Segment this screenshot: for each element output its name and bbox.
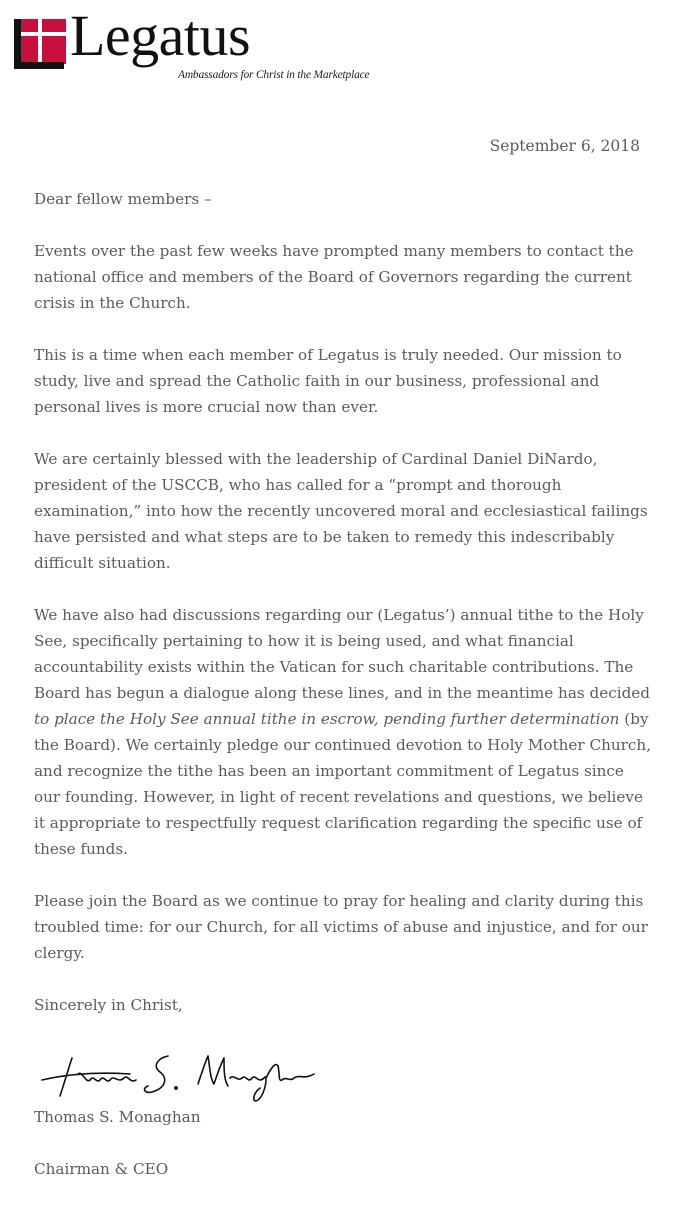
paragraph-5: Please join the Board as we continue to pray for healing and clarity during this troubled time: for our Church, for all victims of abuse and injustice, and for our clergy. (34, 892, 648, 962)
paragraph-4-start: We have also had discussions regarding our (Legatus’) annual tithe to the Holy See, specifically pertaining to how it is being used, and what financial accountability exists within the Vatican for such charitable contributions. The Board has begun a dialogue along these lines, and in the meantime has decided (34, 606, 651, 702)
letter-closing: Sincerely in Christ, (34, 996, 183, 1014)
escrow-decision-emphasis: to place the Holy See annual tithe in escrow, pending further determination (34, 710, 620, 728)
paragraph-3: We are certainly blessed with the leadership of Cardinal Daniel DiNardo, president of the USCCB, who has called for a “prompt and thorough examination,” into how the recently uncovered moral and ecclesiastical failings have persisted and what steps are to be taken to remedy this indescribably difficult situation. (34, 450, 648, 572)
letter-greeting: Dear fellow members – (34, 190, 212, 208)
paragraph-4 (34, 602, 654, 862)
signer-title: Chairman & CEO (34, 1160, 169, 1178)
brand-name: Legatus (70, 3, 251, 68)
paragraph-1: Events over the past few weeks have prompted many members to contact the national office and members of the Board of Governors regarding the current crisis in the Church. (34, 242, 634, 312)
cross-in-square-icon (14, 19, 66, 69)
paragraph-4-end: (by the Board). We certainly pledge our continued devotion to Holy Mother Church, and recognize the tithe has been an important commitment of Legatus since our founding. However, in light of recent revelations and questions, we believe it appropriate to respectfully request clarification regarding the specific use of these funds. (34, 710, 652, 858)
legatus-logo (14, 3, 374, 89)
signer-name: Thomas S. Monaghan (34, 1108, 201, 1126)
handwritten-signature-icon (38, 1044, 654, 1104)
brand-tagline: Ambassadors for Christ in the Marketplace (178, 69, 370, 81)
paragraph-2: This is a time when each member of Legatus is truly needed. Our mission to study, live and spread the Catholic faith in our business, professional and personal lives is more crucial now than ever. (34, 346, 622, 416)
letter-date: September 6, 2018 (489, 137, 640, 155)
letter-body (34, 186, 654, 1208)
